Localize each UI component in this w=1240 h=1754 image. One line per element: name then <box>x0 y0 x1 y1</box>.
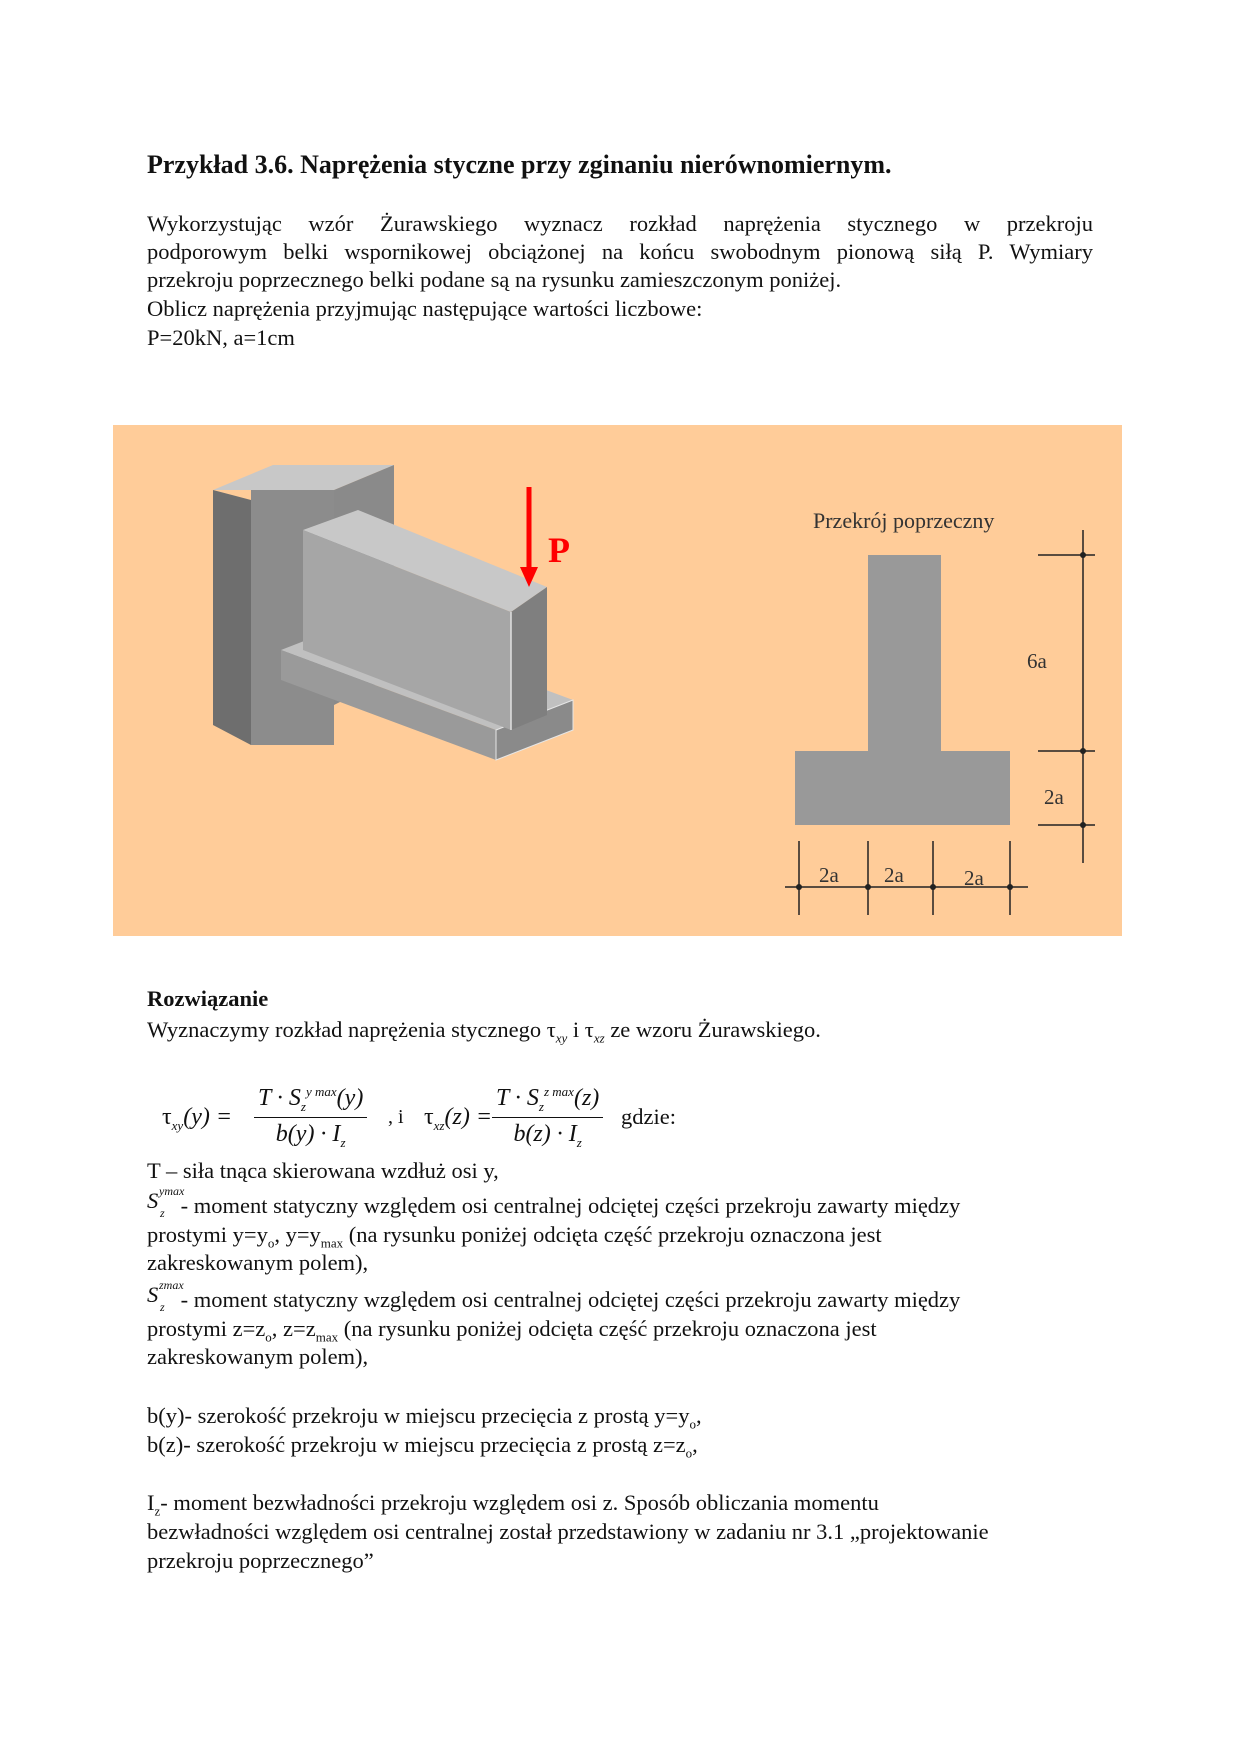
def-sy-line3: zakreskowanym polem), <box>147 1250 369 1275</box>
web-end <box>511 587 547 730</box>
def-sz-line3: zakreskowanym polem), <box>147 1344 369 1369</box>
intro-line-3: przekroju poprzecznego belki podane są na rysunku zamieszczonym poniżej. <box>147 267 842 292</box>
force-label: P <box>548 530 570 570</box>
section-title: Przekrój poprzeczny <box>813 508 995 533</box>
def-iz-line2: bezwładności względem osi centralnej został przedstawiony w zadaniu nr 3.1 „projektowanie <box>147 1519 989 1544</box>
def-by: b(y)- szerokość przekroju w miejscu przecięcia z prostą $y=y_o$, <box>147 1403 702 1432</box>
dim-dot <box>865 884 871 890</box>
formula-lhs-y: $\tau_{xy}(y)$ = <box>162 1104 233 1133</box>
section-flange <box>795 751 1010 825</box>
formula-fraction-z: $T \cdot S_z^{z max}(z)$ $b(z) \cdot I_z$ <box>492 1084 603 1151</box>
formula-separator: , i <box>388 1106 404 1128</box>
support-block-side <box>213 490 251 745</box>
dim-dot <box>1080 748 1086 754</box>
dim-dot <box>930 884 936 890</box>
vertical-dimension <box>1038 530 1095 863</box>
sy-symbol: S ymax z <box>147 1184 185 1220</box>
dim-dot <box>1007 884 1013 890</box>
intro-line-5: P=20kN, a=1cm <box>147 325 295 350</box>
beam-figure <box>113 425 1122 936</box>
intro-line-2: podporowym belki wspornikowej obciążonej na końcu swobodnym pionową siłą P. Wymiary <box>147 239 1093 264</box>
intro-line-1: Wykorzystując wzór Żurawskiego wyznacz rozkład naprężenia stycznego w przekroju <box>147 211 1093 236</box>
def-iz-line3: przekroju poprzecznego” <box>147 1548 374 1573</box>
def-t: T – siła tnąca skierowana wzdłuż osi y, <box>147 1158 499 1183</box>
formula-fraction-y: $T \cdot S_z^{y max}(y)$ $b(y) \cdot I_z$ <box>254 1084 367 1151</box>
zurawski-formula <box>162 1084 702 1154</box>
section-web <box>868 555 941 751</box>
dim-dot <box>1080 552 1086 558</box>
dim-bottom-left: 2a <box>819 863 839 887</box>
dim-dot <box>796 884 802 890</box>
dim-flange-height: 2a <box>1044 785 1064 809</box>
formula-trailing: gdzie: <box>621 1104 676 1129</box>
def-sy-line1: S ymax z - moment statyczny względem osi centralnej odciętej części przekroju zawarty między <box>147 1184 961 1220</box>
dim-bottom-right: 2a <box>964 866 984 890</box>
def-bz: b(z)- szerokość przekroju w miejscu przecięcia z prostą $z=z_o$, <box>147 1432 698 1461</box>
dim-bottom-mid: 2a <box>884 863 904 887</box>
def-sz-line2: prostymi $z=z_o$, $z=z_{max}$ (na rysunku poniżej odcięta część przekroju oznaczona jest <box>147 1316 877 1345</box>
def-iz-line1: $I_z-$ moment bezwładności przekroju względem osi z. Sposób obliczania momentu <box>147 1490 879 1519</box>
def-sy-line2: prostymi $y=y_o$, $y=y_{max}$ (na rysunku poniżej odcięta część przekroju oznaczona jest <box>147 1222 882 1251</box>
solution-heading: Rozwiązanie <box>147 986 269 1011</box>
solution-intro: Wyznaczymy rozkład naprężenia stycznego $\tau_{xy}$ i $\tau_{xz}$ ze wzoru Żurawskiego. <box>147 1017 821 1046</box>
def-sz-line1: S zmax z - moment statyczny względem osi centralnej odciętej części przekroju zawarty między <box>147 1278 961 1314</box>
formula-lhs-z: $\tau_{xz}(z)$ = <box>424 1104 493 1133</box>
dim-dot <box>1080 822 1086 828</box>
sz-symbol: S zmax z <box>147 1278 184 1314</box>
dim-web-height: 6a <box>1027 649 1047 673</box>
page-title: Przykład 3.6. Naprężenia styczne przy zginaniu nierównomiernym. <box>147 150 892 179</box>
beam-figure-drawing <box>113 425 1122 936</box>
intro-line-4: Oblicz naprężenia przyjmując następujące wartości liczbowe: <box>147 296 703 321</box>
